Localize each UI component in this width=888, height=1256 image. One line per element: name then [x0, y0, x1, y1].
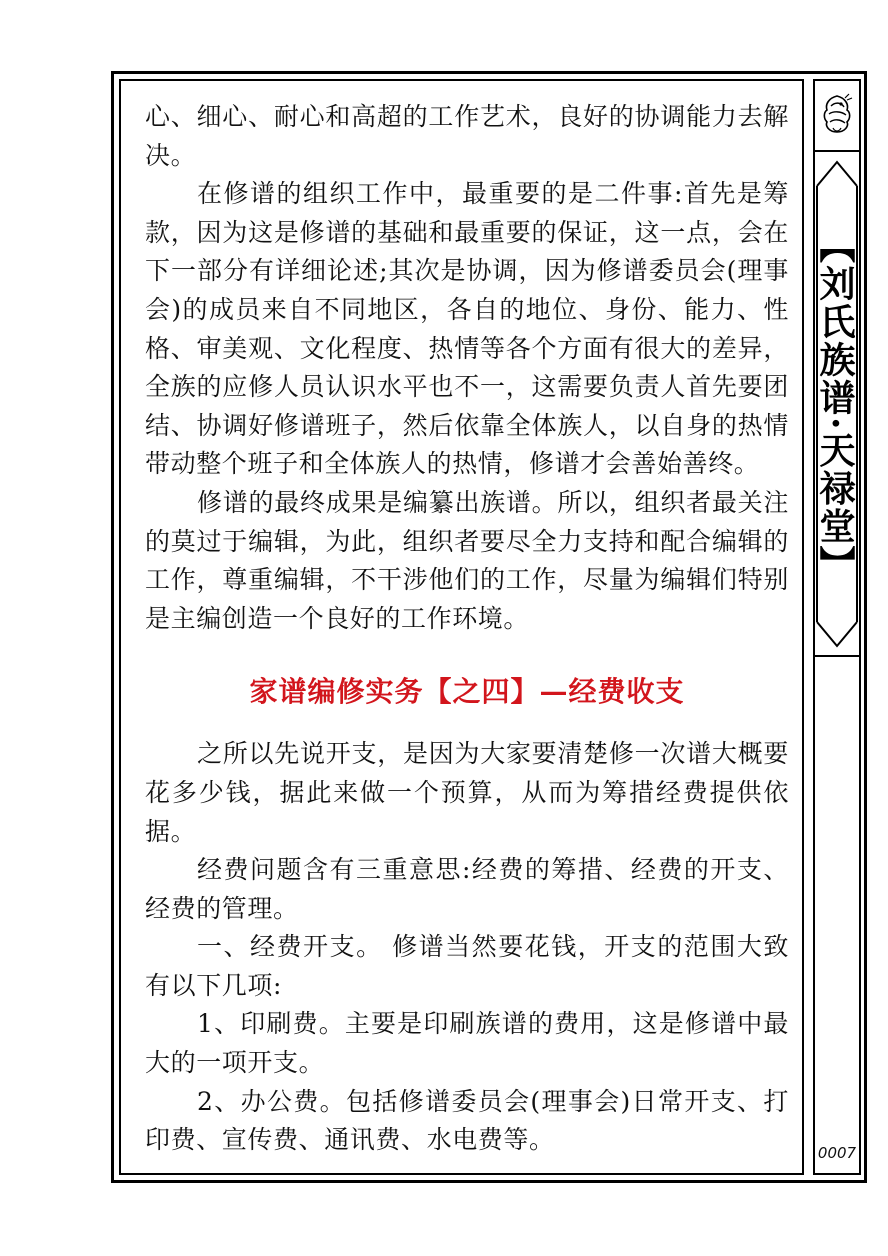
side-divider-top: [813, 150, 861, 152]
section-heading: 家谱编修实务【之四】—经费收支: [249, 675, 685, 709]
side-divider-bottom: [813, 655, 861, 657]
paragraph: 修谱的最终成果是编纂出族谱。所以，组织者最关注的莫过于编辑，为此，组织者要尽全力支持和配合编辑的工作，尊重编辑，不干涉他们的工作，尽量为编辑们特别是主编创造一个良好的工作环境。: [145, 487, 789, 633]
paragraph: 心、细心、耐心和高超的工作艺术，良好的协调能力去解决。: [145, 102, 789, 170]
paragraph: 之所以先说开支，是因为大家要清楚修一次谱大概要花多少钱，据此来做一个预算，从而为筹措经费提供依据。: [145, 739, 789, 846]
paragraph: 1、印刷费。主要是印刷族谱的费用，这是修谱中最大的一项开支。: [145, 1009, 789, 1078]
paragraphs-before: [145, 98, 789, 638]
paragraph: 在修谱的组织工作中，最重要的是二件事:首先是筹款，因为这是修谱的基础和最重要的保证，这一点，会在下一部分有详细论述;其次是协调，因为修谱委员会(理事会)的成员来自不同地区，各自的地位、身份、能力、性格、审美观、文化程度、热情等各个方面有很大的差异，全族的应修人员认识水平也不一，这需要负责人首先要团结、协调好修谱班子，然后依靠全体族人，以自身的热情带动整个班子和全体族人的热情，修谱才会善始善终。: [145, 179, 789, 479]
side-title-panel: [815, 160, 859, 648]
main-text: [145, 98, 789, 1160]
paragraphs-after: [145, 735, 789, 1160]
paragraph: 经费问题含有三重意思:经费的筹措、经费的开支、经费的管理。: [145, 855, 789, 923]
page-number: 0007: [817, 1144, 857, 1162]
paragraph: 2、办公费。包括修谱委员会(理事会)日常开支、打印费、宣传费、通讯费、水电费等。: [145, 1086, 789, 1155]
side-title: 【刘氏族谱·天禄堂】: [814, 226, 856, 584]
dragon-emblem-icon: [819, 92, 855, 136]
paragraph: 一、经费开支。 修谱当然要花钱，开支的范围大致有以下几项:: [145, 932, 789, 1000]
